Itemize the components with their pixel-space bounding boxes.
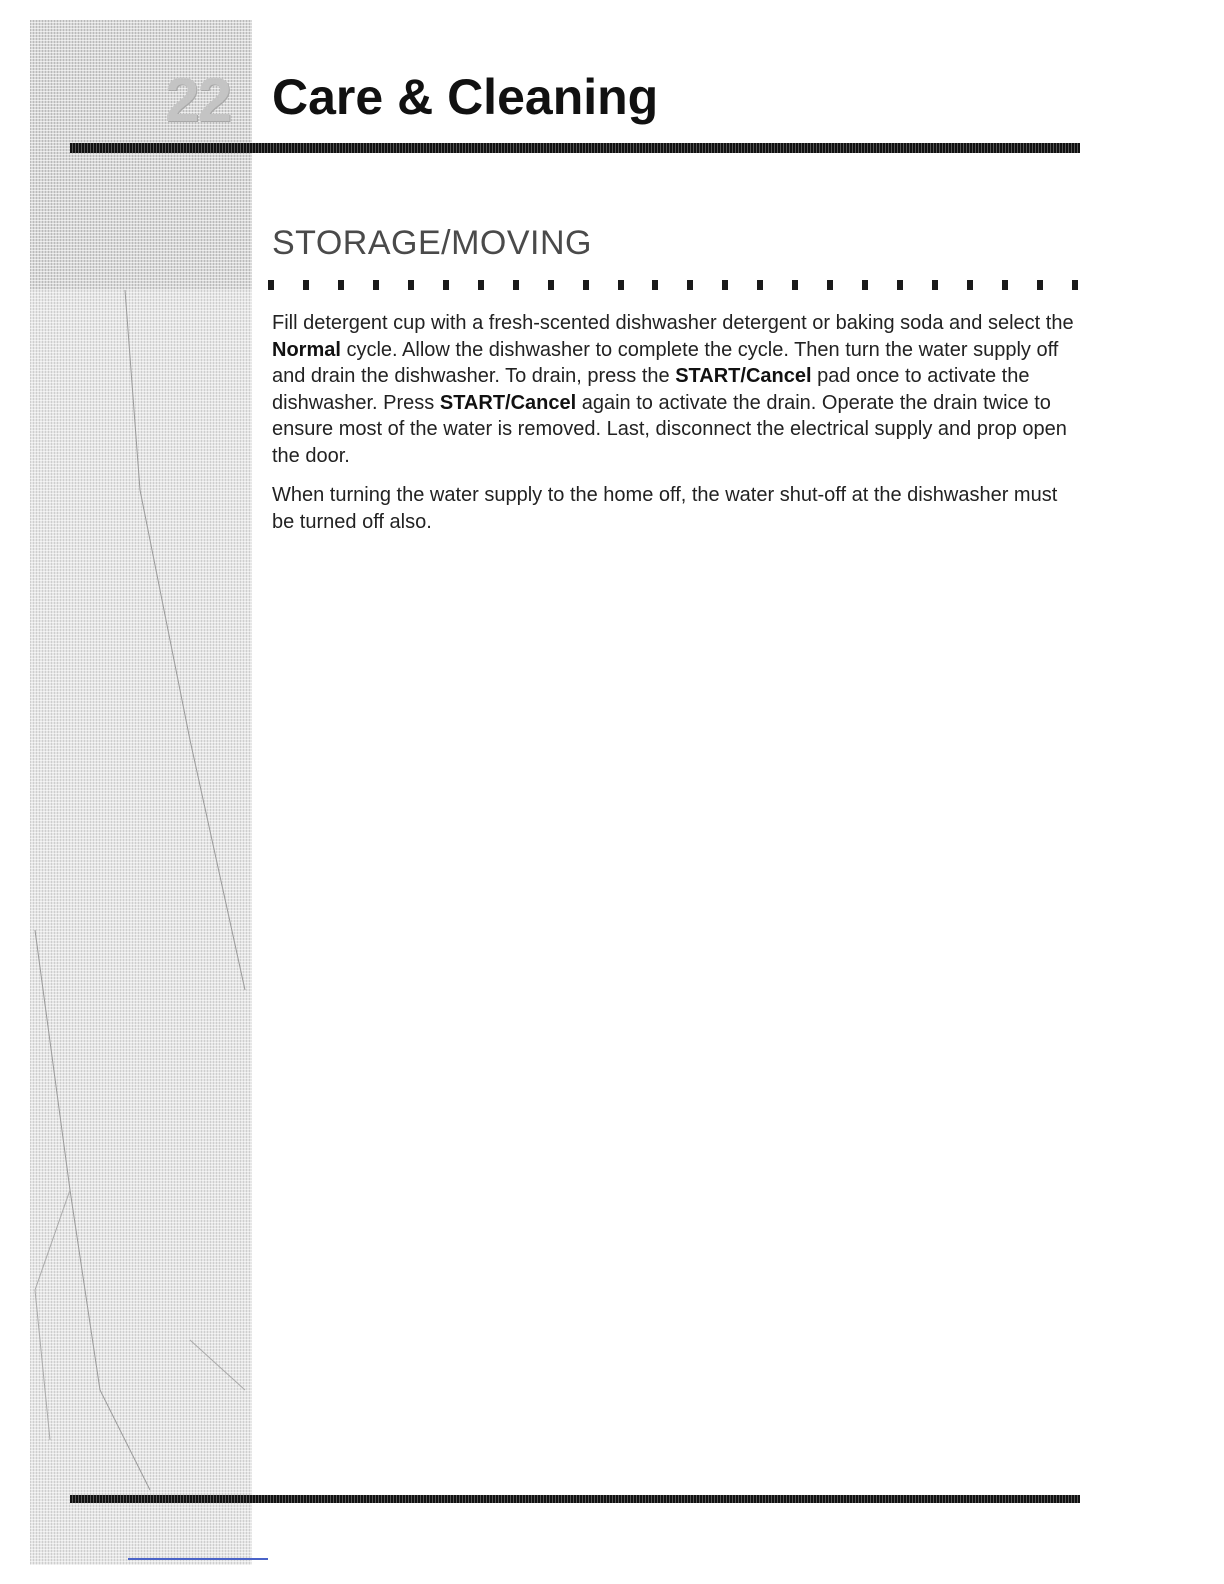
normal-cycle-label: Normal bbox=[272, 338, 341, 361]
paragraph-text: pad once to activate the dishwasher. Press bbox=[272, 365, 1030, 414]
footer-rule bbox=[70, 1495, 1080, 1503]
footer-underline bbox=[128, 1558, 268, 1560]
chapter-title: Care & Cleaning bbox=[272, 69, 659, 125]
section-title: STORAGE/MOVING bbox=[272, 224, 592, 262]
start-cancel-label: START/Cancel bbox=[439, 391, 577, 414]
header-rule bbox=[70, 143, 1080, 153]
paragraph-text: cycle. Allow the dishwasher to complete the cycle. Then turn the water supply off and drain the dishwasher. To drain, press the bbox=[272, 338, 1059, 387]
start-cancel-label: START/Cancel bbox=[675, 365, 812, 387]
water-shutoff-paragraph: When turning the water supply to the home off, the water shut-off at the dishwasher must be turned off also. bbox=[272, 484, 1058, 533]
decorative-side-panel-header bbox=[30, 20, 252, 290]
storage-paragraph bbox=[272, 310, 1082, 469]
section-body bbox=[272, 310, 1082, 548]
section-dotted-rule bbox=[268, 280, 1078, 290]
paragraph-text: Fill detergent cup with a fresh-scented dishwasher detergent or baking soda and select the bbox=[272, 312, 1074, 334]
page-number: 22 bbox=[165, 66, 230, 135]
paragraph-text: again to activate the drain. Operate the drain twice to ensure most of the water is removed. Last, disconnect the electrical supply and prop open the door. bbox=[272, 391, 1067, 467]
